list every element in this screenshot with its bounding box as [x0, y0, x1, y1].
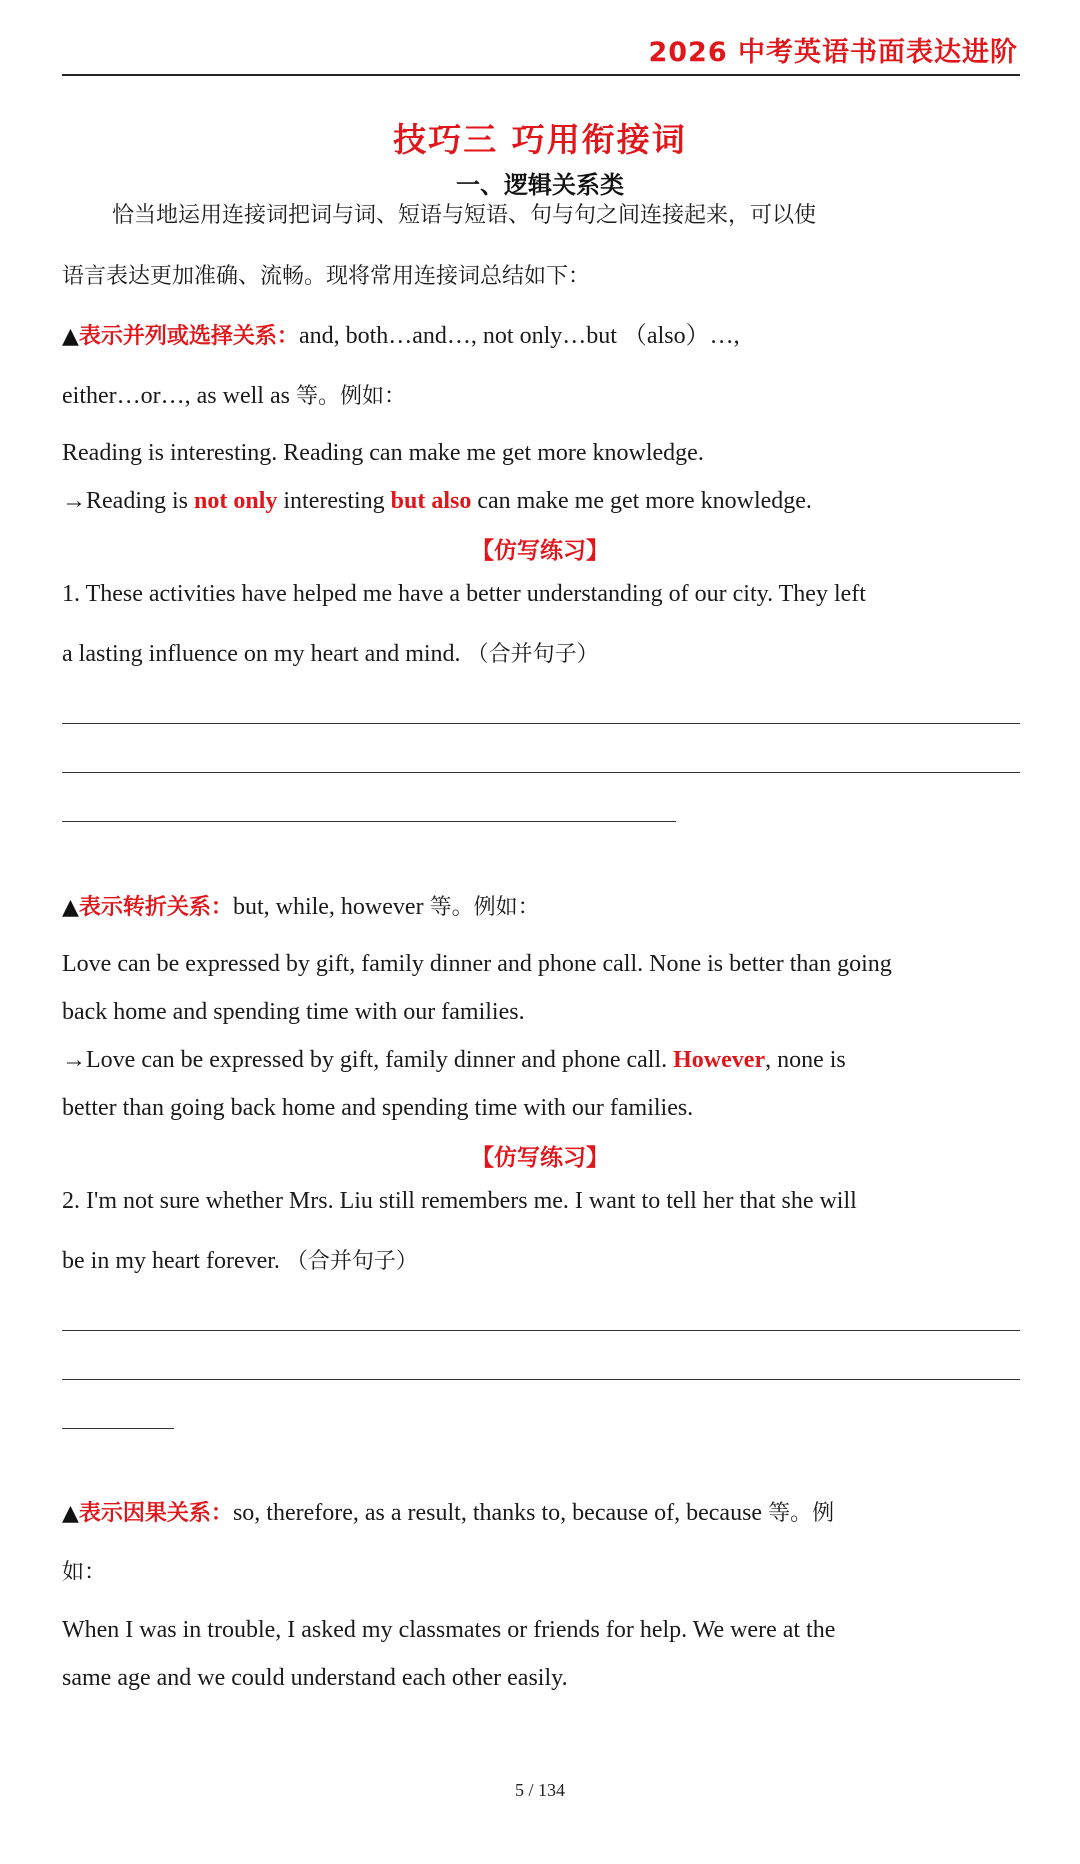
- question-text: a lasting influence on my heart and mind.: [62, 641, 467, 667]
- question-instruction: （合并句子）: [466, 642, 599, 667]
- question-1-line2: [62, 638, 599, 671]
- example-text: interesting: [277, 488, 391, 514]
- header-divider: [62, 74, 1020, 76]
- answer-line[interactable]: [62, 772, 1020, 773]
- section1-example-rewritten: [62, 485, 812, 517]
- question-1-line1: 1. These activities have helped me have a better understanding of our city. They left: [62, 581, 866, 607]
- question-2-line1: 2. I'm not sure whether Mrs. Liu still remembers me. I want to tell her that she will: [62, 1188, 857, 1214]
- section3-words-en: so, therefore, as a result, thanks to, because of, because: [232, 1500, 769, 1526]
- answer-line[interactable]: [62, 1330, 1020, 1331]
- intro-line-2: 语言表达更加准确、流畅。现将常用连接词总结如下：: [62, 264, 591, 289]
- section3-words-cn-line2: 如：: [62, 1560, 107, 1585]
- practice-label-1: 【仿写练习】: [471, 538, 609, 564]
- triangle-bullet-icon: ▲: [62, 895, 79, 920]
- answer-line[interactable]: [62, 723, 1020, 724]
- section2-example-line2: back home and spending time with our families.: [62, 999, 525, 1025]
- section2-label: 表示转折关系：: [78, 895, 233, 920]
- example-text: →Love can be expressed by gift, family dinner and phone call.: [62, 1047, 674, 1073]
- section1-label: 表示并列或选择关系：: [78, 324, 299, 349]
- header-title: 2026 中考英语书面表达进阶: [648, 37, 1018, 68]
- highlight-not-only: not only: [194, 488, 278, 514]
- section3-heading: [62, 1497, 834, 1530]
- section1-words-cn: 等。例如：: [295, 384, 406, 409]
- section2-example-line1: Love can be expressed by gift, family dinner and phone call. None is better than going: [62, 951, 892, 977]
- page-number: 5 / 134: [514, 1780, 565, 1800]
- section3-example-line1: When I was in trouble, I asked my classmates or friends for help. We were at the: [62, 1617, 836, 1643]
- section1-heading: [62, 320, 740, 353]
- practice-label-2: 【仿写练习】: [471, 1145, 609, 1171]
- section2-heading: [62, 891, 540, 924]
- section2-words-en: but, while, however: [232, 894, 430, 920]
- answer-line[interactable]: [62, 1379, 1020, 1380]
- example-text: can make me get more knowledge.: [471, 488, 812, 514]
- question-instruction: （合并句子）: [285, 1249, 418, 1274]
- section1-words-line1: and, both…and…, not only…but （also）…,: [298, 323, 740, 349]
- question-text: be in my heart forever.: [62, 1248, 286, 1274]
- section1-words-line2: [62, 380, 406, 413]
- question-2-line2: [62, 1245, 418, 1278]
- triangle-bullet-icon: ▲: [62, 324, 79, 349]
- section3-example-line2: same age and we could understand each other easily.: [62, 1665, 568, 1691]
- section3-label: 表示因果关系：: [78, 1501, 233, 1526]
- example-text: , none is: [765, 1047, 846, 1073]
- triangle-bullet-icon: ▲: [62, 1501, 79, 1526]
- highlight-however: However: [673, 1047, 766, 1073]
- section1-words-en: either…or…, as well as: [62, 383, 296, 409]
- section2-words-cn: 等。例如：: [429, 895, 540, 920]
- section2-example-rewritten: [62, 1044, 846, 1076]
- example-text: →Reading is: [62, 488, 194, 514]
- intro-line-1: 恰当地运用连接词把词与词、短语与短语、句与句之间连接起来，可以使: [112, 203, 817, 228]
- section1-example-original: Reading is interesting. Reading can make me get more knowledge.: [62, 440, 704, 466]
- page-title: 技巧三 巧用衔接词: [393, 120, 687, 159]
- answer-line[interactable]: [62, 1428, 174, 1429]
- section-subtitle: 一、逻辑关系类: [456, 171, 624, 199]
- section3-words-cn: 等。例: [768, 1501, 835, 1526]
- highlight-but-also: but also: [390, 488, 472, 514]
- section2-example-rewritten-line2: better than going back home and spending time with our families.: [62, 1095, 694, 1121]
- answer-line[interactable]: [62, 821, 676, 822]
